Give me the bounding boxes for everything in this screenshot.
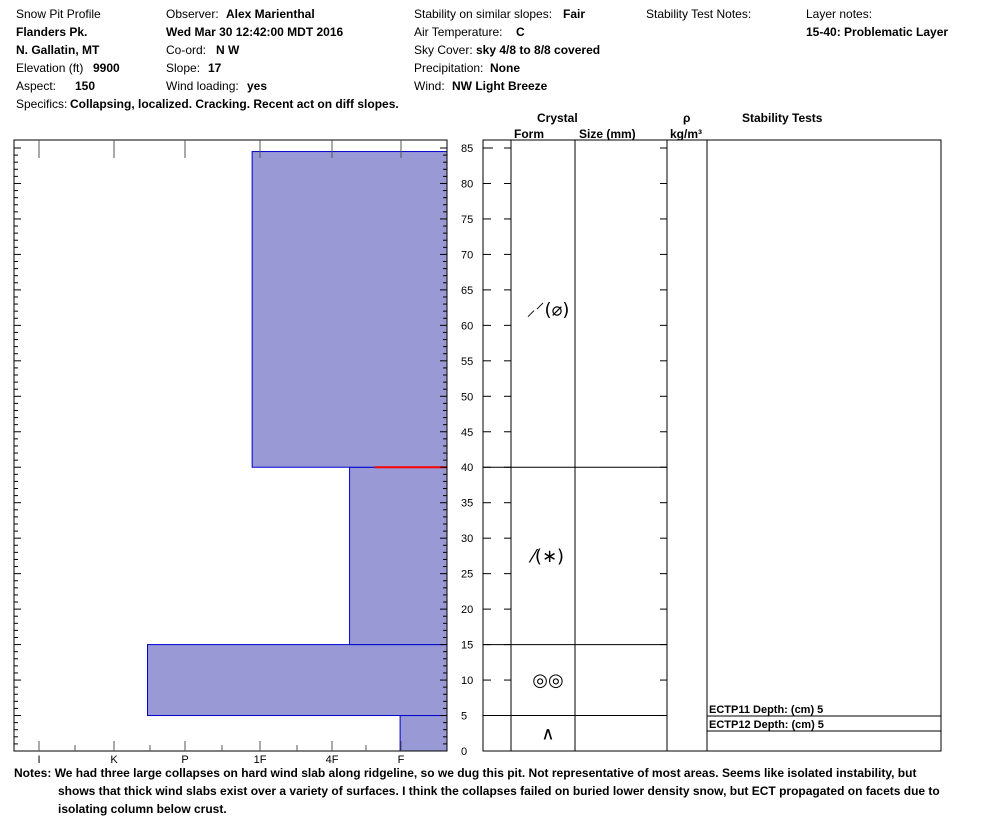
depth-tick-label: 25 <box>461 568 474 581</box>
notes-line-3: isolating column below crust. <box>58 802 227 816</box>
depth-tick-label: 70 <box>461 249 474 262</box>
hardness-tick-label: 1F <box>253 754 267 766</box>
depth-tick-label: 35 <box>461 497 474 510</box>
stability-test-label: ECTP12 Depth: (cm) 5 <box>709 719 824 731</box>
hardness-layers <box>148 152 447 751</box>
notes-line-1: We had three large collapses on hard wind slab along ridgeline, so we dug this pit. Not representative of most areas. Seems like isolated instability, but <box>54 766 917 780</box>
specifics-value: Collapsing, localized. Cracking. Recent act on diff slopes. <box>70 97 399 111</box>
elevation-label: Elevation (ft) <box>16 61 84 75</box>
sky-cover-label: Sky Cover: <box>414 43 473 57</box>
form-header: Form <box>514 127 544 141</box>
observer-label: Observer: <box>166 7 219 21</box>
decomposing-icon: ⁄(∗) <box>531 545 565 567</box>
hardness-tick-label: K <box>110 754 118 766</box>
location-name: Flanders Pk. <box>16 25 88 39</box>
hardness-tick-label: 4F <box>325 754 339 766</box>
depth-tick-label: 30 <box>461 533 474 546</box>
size-header: Size (mm) <box>579 127 636 141</box>
notes-label: Notes: <box>14 766 52 780</box>
hardness-layer-bar <box>350 467 447 644</box>
layer-notes-label: Layer notes: <box>806 7 873 21</box>
depth-tick-label: 20 <box>461 604 474 617</box>
depth-tick-label: 15 <box>461 639 474 652</box>
aspect-value: 150 <box>75 79 96 93</box>
region-name: N. Gallatin, MT <box>16 43 100 57</box>
stability-test-notes-label: Stability Test Notes: <box>646 7 752 21</box>
observer-value: Alex Marienthal <box>226 7 315 21</box>
notes-line-2: shows that thick wind slabs exist over a variety of surfaces. I think the collapses failed on buried lower density snow, but ECT propagated on facets due to <box>58 784 940 798</box>
specifics-label: Specifics: <box>16 97 68 111</box>
depth-tick-label: 50 <box>461 391 474 404</box>
stability-value: Fair <box>563 7 586 21</box>
page-title: Snow Pit Profile <box>16 7 101 21</box>
crust-icon: ∧ <box>541 723 555 745</box>
air-temp-value: C <box>516 25 525 39</box>
depth-tick-label: 0 <box>461 746 468 758</box>
precip-value: None <box>490 61 520 75</box>
wind-label: Wind: <box>414 79 445 93</box>
notes-section <box>14 764 974 818</box>
coord-label: Co-ord: <box>166 43 207 57</box>
depth-tick-label: 65 <box>461 284 474 297</box>
wind-packed-icon: ⸝⸍(⌀) <box>526 299 570 321</box>
precip-label: Precipitation: <box>414 61 484 75</box>
coord-value: N W <box>216 43 240 57</box>
hardness-tick-label: I <box>37 754 41 766</box>
aspect-label: Aspect: <box>16 79 57 93</box>
depth-tick-label: 75 <box>461 213 474 226</box>
hardness-layer-bar <box>252 152 447 468</box>
hardness-tick-label: F <box>397 754 405 766</box>
depth-tick-label: 10 <box>461 675 474 688</box>
hardness-layer-bar <box>400 716 447 751</box>
datetime-value: Wed Mar 30 12:42:00 MDT 2016 <box>166 25 344 39</box>
sky-cover-value: sky 4/8 to 8/8 covered <box>476 43 601 57</box>
stability-tests-header: Stability Tests <box>742 111 823 125</box>
air-temp-label: Air Temperature: <box>414 25 503 39</box>
hardness-tick-label: P <box>181 754 189 766</box>
crystal-header: Crystal <box>537 111 578 125</box>
density-unit: kg/m³ <box>670 127 703 141</box>
depth-tick-label: 5 <box>461 710 468 723</box>
density-symbol: ρ <box>683 111 691 125</box>
depth-tick-label: 60 <box>461 320 474 333</box>
wind-loading-label: Wind loading: <box>166 79 239 93</box>
depth-tick-label: 55 <box>461 355 474 368</box>
elevation-value: 9900 <box>93 61 120 75</box>
hardness-layer-bar <box>148 645 447 716</box>
depth-tick-label: 80 <box>461 178 474 191</box>
slope-label: Slope: <box>166 61 201 75</box>
wind-value: NW Light Breeze <box>452 79 548 93</box>
wind-loading-value: yes <box>247 79 268 93</box>
slope-value: 17 <box>208 61 222 75</box>
grid-frame <box>483 140 941 751</box>
grain-symbols <box>527 299 570 744</box>
stability-test-label: ECTP11 Depth: (cm) 5 <box>709 704 824 716</box>
depth-tick-label: 85 <box>461 143 474 155</box>
melt-forms-icon: ◎◎ <box>532 670 564 692</box>
stability-test-marks <box>707 704 941 731</box>
layer-note: 15-40: Problematic Layer <box>806 25 949 39</box>
stability-label: Stability on similar slopes: <box>414 7 553 21</box>
depth-tick-label: 40 <box>461 462 474 475</box>
depth-tick-label: 45 <box>461 426 474 439</box>
